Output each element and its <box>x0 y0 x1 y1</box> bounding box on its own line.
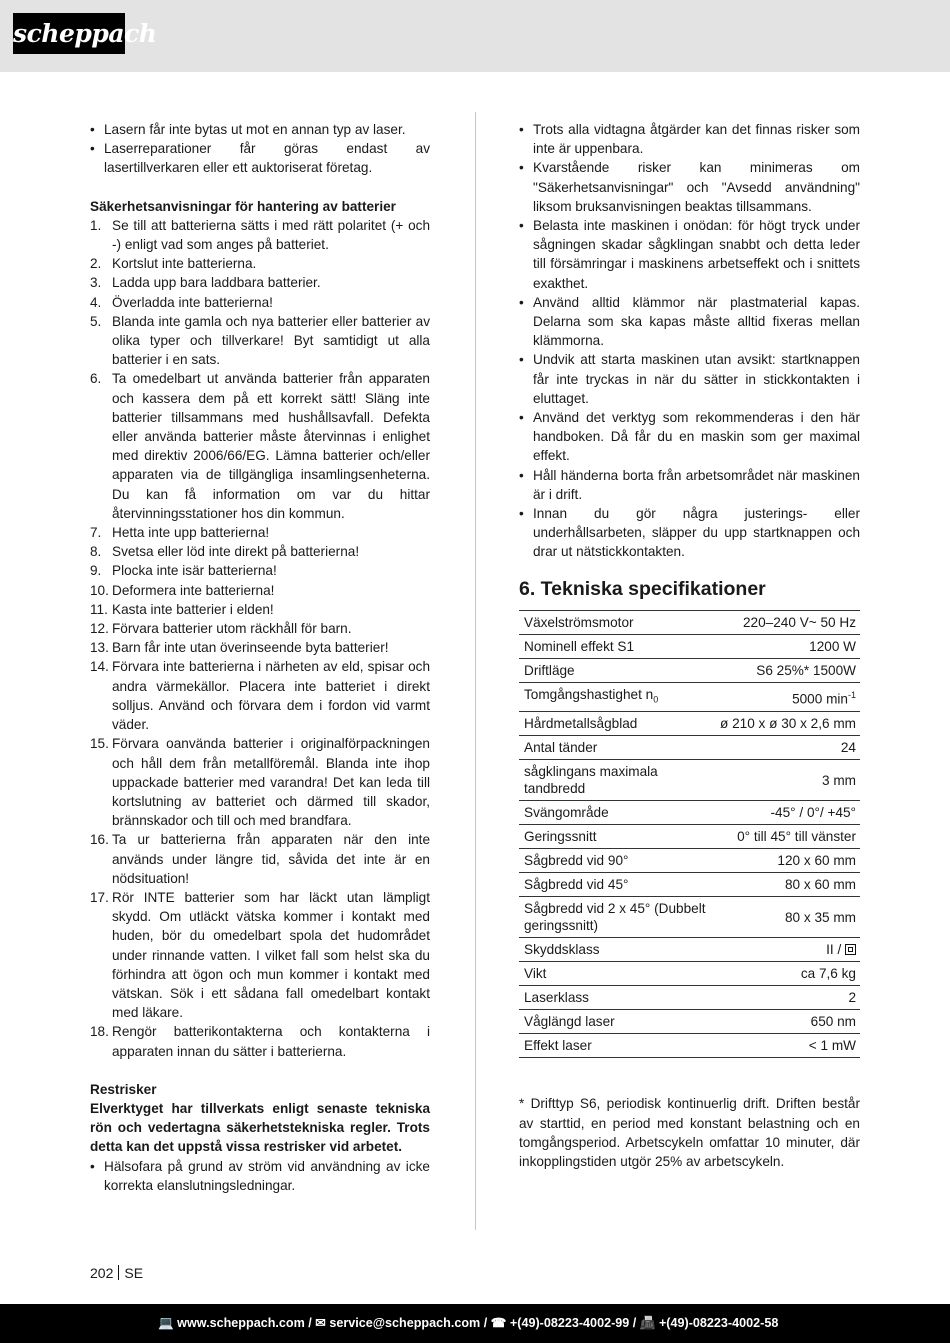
footnote: * Drifttyp S6, periodisk kontinuerlig drift. Driften består av starttid, en period med konstant belastning och en tomgångsperiod. Arbetscykeln omfattar 10 minuter, där inkopplingstiden utgör 25% av arbetscykeln. <box>519 1096 860 1169</box>
battery-safety-item <box>90 216 430 254</box>
spec-value: 220–240 V~ 50 Hz <box>715 610 860 634</box>
spec-row <box>519 634 860 658</box>
spec-row <box>519 712 860 736</box>
spec-row <box>519 1010 860 1034</box>
spec-row <box>519 801 860 825</box>
item-text: Överladda inte batterierna! <box>112 294 273 310</box>
battery-safety-item <box>90 657 430 734</box>
spec-heading: 6. Tekniska specifikationer <box>519 577 766 600</box>
spec-label: Sågbredd vid 2 x 45° (Dubbelt geringssnitt) <box>519 897 715 938</box>
spec-row <box>519 760 860 801</box>
spec-value: ø 210 x ø 30 x 2,6 mm <box>715 712 860 736</box>
spec-value: 2 <box>715 986 860 1010</box>
restrisker-bullet-item: • Hälsofara på grund av ström vid användning av icke korrekta elanslutningsledningar. <box>90 1157 430 1195</box>
item-number: 16. <box>90 832 109 848</box>
risk-bullet-item: • Undvik att starta maskinen utan avsikt: startknappen får inte tryckas in när du sätter in stickkontakten i eluttaget. <box>519 350 860 408</box>
item-number: 18. <box>90 1024 109 1040</box>
restrisker-intro: Elverktyget har tillverkats enligt senaste tekniska rön och vedertagna säkerhetstekniska regler. Trots detta kan det uppstå vissa restrisker vid arbetet. <box>90 1100 430 1155</box>
spec-row <box>519 1034 860 1058</box>
item-number: 5. <box>90 313 102 329</box>
item-number: 10. <box>90 582 109 598</box>
battery-safety-item <box>90 369 430 523</box>
footer-contact: 💻 www.scheppach.com / ✉ service@scheppach.com / ☎ +(49)-08223-4002-99 / 📠 +(49)-08223-4002-58 <box>158 1316 779 1330</box>
spec-table <box>519 610 860 1059</box>
spec-value: 80 x 60 mm <box>715 873 860 897</box>
restrisker-bullet-list <box>90 1157 430 1195</box>
spec-value: II / <box>715 938 860 962</box>
item-text: Kortslut inte batterierna. <box>112 256 257 272</box>
battery-safety-item <box>90 830 430 888</box>
battery-safety-item <box>90 888 430 1022</box>
spec-label: Hårdmetallsågblad <box>519 712 715 736</box>
spec-label: Antal tänder <box>519 736 715 760</box>
page-language: SE <box>124 1265 144 1281</box>
item-number: 7. <box>90 525 102 541</box>
spec-label: Skyddsklass <box>519 938 715 962</box>
risk-bullet-item: • Håll händerna borta från arbetsområdet när maskinen är i drift. <box>519 466 860 504</box>
risk-bullet-item: • Använd det verktyg som rekommenderas i den här handboken. Då får du en maskin som ger maximal effekt. <box>519 408 860 466</box>
spec-label: Växelströmsmotor <box>519 610 715 634</box>
item-number: 3. <box>90 275 102 291</box>
item-text: Rengör batterikontakterna och kontakterna i apparaten innan du sätter i batterierna. <box>112 1024 430 1059</box>
battery-safety-item <box>90 254 430 273</box>
item-text: Barn får inte utan överinseende byta batterier! <box>112 640 389 656</box>
battery-safety-item <box>90 293 430 312</box>
spec-value: 1200 W <box>715 634 860 658</box>
footer-bar <box>0 1304 950 1343</box>
scheppach-logo: scheppach <box>13 13 125 54</box>
item-number: 15. <box>90 736 109 752</box>
spec-row <box>519 658 860 682</box>
laser-bullet-list <box>90 120 430 178</box>
spec-value: ca 7,6 kg <box>715 962 860 986</box>
battery-safety-item <box>90 523 430 542</box>
spec-value: 80 x 35 mm <box>715 897 860 938</box>
spec-row <box>519 736 860 760</box>
spec-value: 5000 $\min^{-1}$ <box>715 682 860 712</box>
spec-row <box>519 849 860 873</box>
battery-safety-item <box>90 734 430 830</box>
spec-row <box>519 986 860 1010</box>
spec-row <box>519 938 860 962</box>
battery-safety-item <box>90 561 430 580</box>
spec-row <box>519 825 860 849</box>
item-number: 11. <box>90 601 108 617</box>
column-divider <box>475 112 476 1230</box>
item-text: Svetsa eller löd inte direkt på batterierna! <box>112 544 360 560</box>
spec-value: -45° / 0°/ +45° <box>715 801 860 825</box>
item-number: 8. <box>90 544 102 560</box>
item-number: 1. <box>90 217 102 233</box>
risk-bullet-item: • Belasta inte maskinen i onödan: för högt tryck under sågningen skadar sågklingan snabbt och detta leder till försämringar i maskinens arbetseffekt och i snittets exakthet. <box>519 216 860 293</box>
spec-row <box>519 610 860 634</box>
item-text: Se till att batterierna sätts i med rätt polaritet (+ och -) enligt vad som anges på batteriet. <box>112 217 430 253</box>
item-number: 9. <box>90 563 102 579</box>
item-number: 14. <box>90 659 109 675</box>
item-text: Förvara inte batterierna i närheten av eld, spisar och andra värmekällor. Placera inte batteriet i direkt solljus. Använd och förvara dem i fordon vid varmt väder. <box>112 659 430 733</box>
spec-value: < 1 mW <box>715 1034 860 1058</box>
spec-row <box>519 897 860 938</box>
risk-bullet-item: • Trots alla vidtagna åtgärder kan det finnas risker som inte är uppenbara. <box>519 120 860 158</box>
header-bar <box>0 0 950 72</box>
spec-label: Vikt <box>519 962 715 986</box>
spec-row <box>519 873 860 897</box>
left-column <box>90 120 430 1195</box>
spec-value: 0° till 45° till vänster <box>715 825 860 849</box>
spec-label: Tomgångshastighet $n_0$ <box>519 682 715 712</box>
item-text: Förvara oanvända batterier i originalförpackningen och håll dem från metallföremål. Blanda inte ihop uppackade batterier med varandra! Det kan leda till kortslutning av batteriet och därmed till skador, brännskador och till och med brandfara. <box>112 736 430 829</box>
battery-safety-item <box>90 1022 430 1060</box>
spec-value: 3 mm <box>715 760 860 801</box>
item-number: 12. <box>90 621 109 637</box>
page-number: 202 <box>90 1265 114 1281</box>
spec-row <box>519 962 860 986</box>
item-text: Deformera inte batterierna! <box>112 582 275 598</box>
risk-bullet-list <box>519 120 860 562</box>
item-text: Blanda inte gamla och nya batterier eller batterier av olika typer och tillverkare! Byt samtidigt ut alla batterier i en sats. <box>112 313 430 368</box>
spec-row <box>519 682 860 712</box>
spec-label: Nominell effekt S1 <box>519 634 715 658</box>
spec-label: Svängområde <box>519 801 715 825</box>
spec-label: Våglängd laser <box>519 1010 715 1034</box>
item-number: 17. <box>90 889 109 905</box>
battery-safety-heading: Säkerhetsanvisningar för hantering av batterier <box>90 198 396 214</box>
battery-safety-item <box>90 619 430 638</box>
battery-safety-item <box>90 581 430 600</box>
item-text: Ladda upp bara laddbara batterier. <box>112 275 321 291</box>
item-text: Förvara batterier utom räckhåll för barn. <box>112 621 352 637</box>
protection-class-ii-icon <box>845 944 856 955</box>
risk-bullet-item: • Kvarstående risker kan minimeras om "Säkerhetsanvisningar" och "Avsedd användning" liksom bruksanvisningen beaktas tillsammans. <box>519 158 860 216</box>
item-text: Ta omedelbart ut använda batterier från apparaten och kassera dem på ett korrekt sätt! Släng inte batterier tillsammans med hushållsavfall. Defekta eller använda batterier måste återvinnas i enlighet med direktiv 2006/66/EG. Lämna batterier och/eller apparaten via de tillgängliga insamlingsenheterna. Du kan få information om var du hittar återvinningsstationer hos din kommun. <box>112 371 430 521</box>
item-number: 13. <box>90 640 109 656</box>
spec-value: 120 x 60 mm <box>715 849 860 873</box>
laser-bullet-item: • Laserreparationer får göras endast av lasertillverkaren eller ett auktoriserat företag. <box>90 139 430 177</box>
battery-safety-item <box>90 312 430 370</box>
item-text: Plocka inte isär batterierna! <box>112 563 277 579</box>
battery-safety-list <box>90 216 430 1061</box>
spec-label: Laserklass <box>519 986 715 1010</box>
spec-value: 24 <box>715 736 860 760</box>
laser-bullet-item: • Lasern får inte bytas ut mot en annan typ av laser. <box>90 120 430 139</box>
battery-safety-item <box>90 600 430 619</box>
battery-safety-item <box>90 542 430 561</box>
item-text: Hetta inte upp batterierna! <box>112 525 270 541</box>
risk-bullet-item: • Använd alltid klämmor när plastmaterial kapas. Delarna som ska kapas måste alltid fixeras mellan klämmorna. <box>519 293 860 351</box>
page-separator <box>118 1265 119 1280</box>
spec-label: Driftläge <box>519 658 715 682</box>
spec-label: Sågbredd vid 90° <box>519 849 715 873</box>
battery-safety-item <box>90 638 430 657</box>
spec-label: sågklingans maximala tandbredd <box>519 760 715 801</box>
item-text: Kasta inte batterier i elden! <box>112 601 274 617</box>
spec-label: Effekt laser <box>519 1034 715 1058</box>
battery-safety-item <box>90 273 430 292</box>
right-column <box>519 120 860 1185</box>
spec-label: Sågbredd vid 45° <box>519 873 715 897</box>
item-text: Rör INTE batterier som har läckt utan lämpligt skydd. Om utläckt vätska kommer i kontakt med huden, bör du omedelbart spola det hudområdet under rinnande vatten. I vilket fall som helst ska du förhindra att ögon och mun kommer i kontakt med vätskan. Sök i ett sådana fall omedelbart kontakt med läkare. <box>112 889 430 1021</box>
item-number: 6. <box>90 371 102 387</box>
page-number-block <box>90 1265 143 1281</box>
spec-value: 650 nm <box>715 1010 860 1034</box>
item-number: 4. <box>90 294 102 310</box>
restrisker-heading: Restrisker <box>90 1081 157 1097</box>
item-number: 2. <box>90 256 102 272</box>
spec-value: S6 25%* 1500W <box>715 658 860 682</box>
risk-bullet-item: • Innan du gör några justerings- eller underhållsarbeten, släpper du upp startknappen och drar ut nätstickkontakten. <box>519 504 860 562</box>
spec-label: Geringssnitt <box>519 825 715 849</box>
item-text: Ta ur batterierna från apparaten när den inte används under längre tid, såvida det inte är en nödsituation! <box>112 832 430 886</box>
